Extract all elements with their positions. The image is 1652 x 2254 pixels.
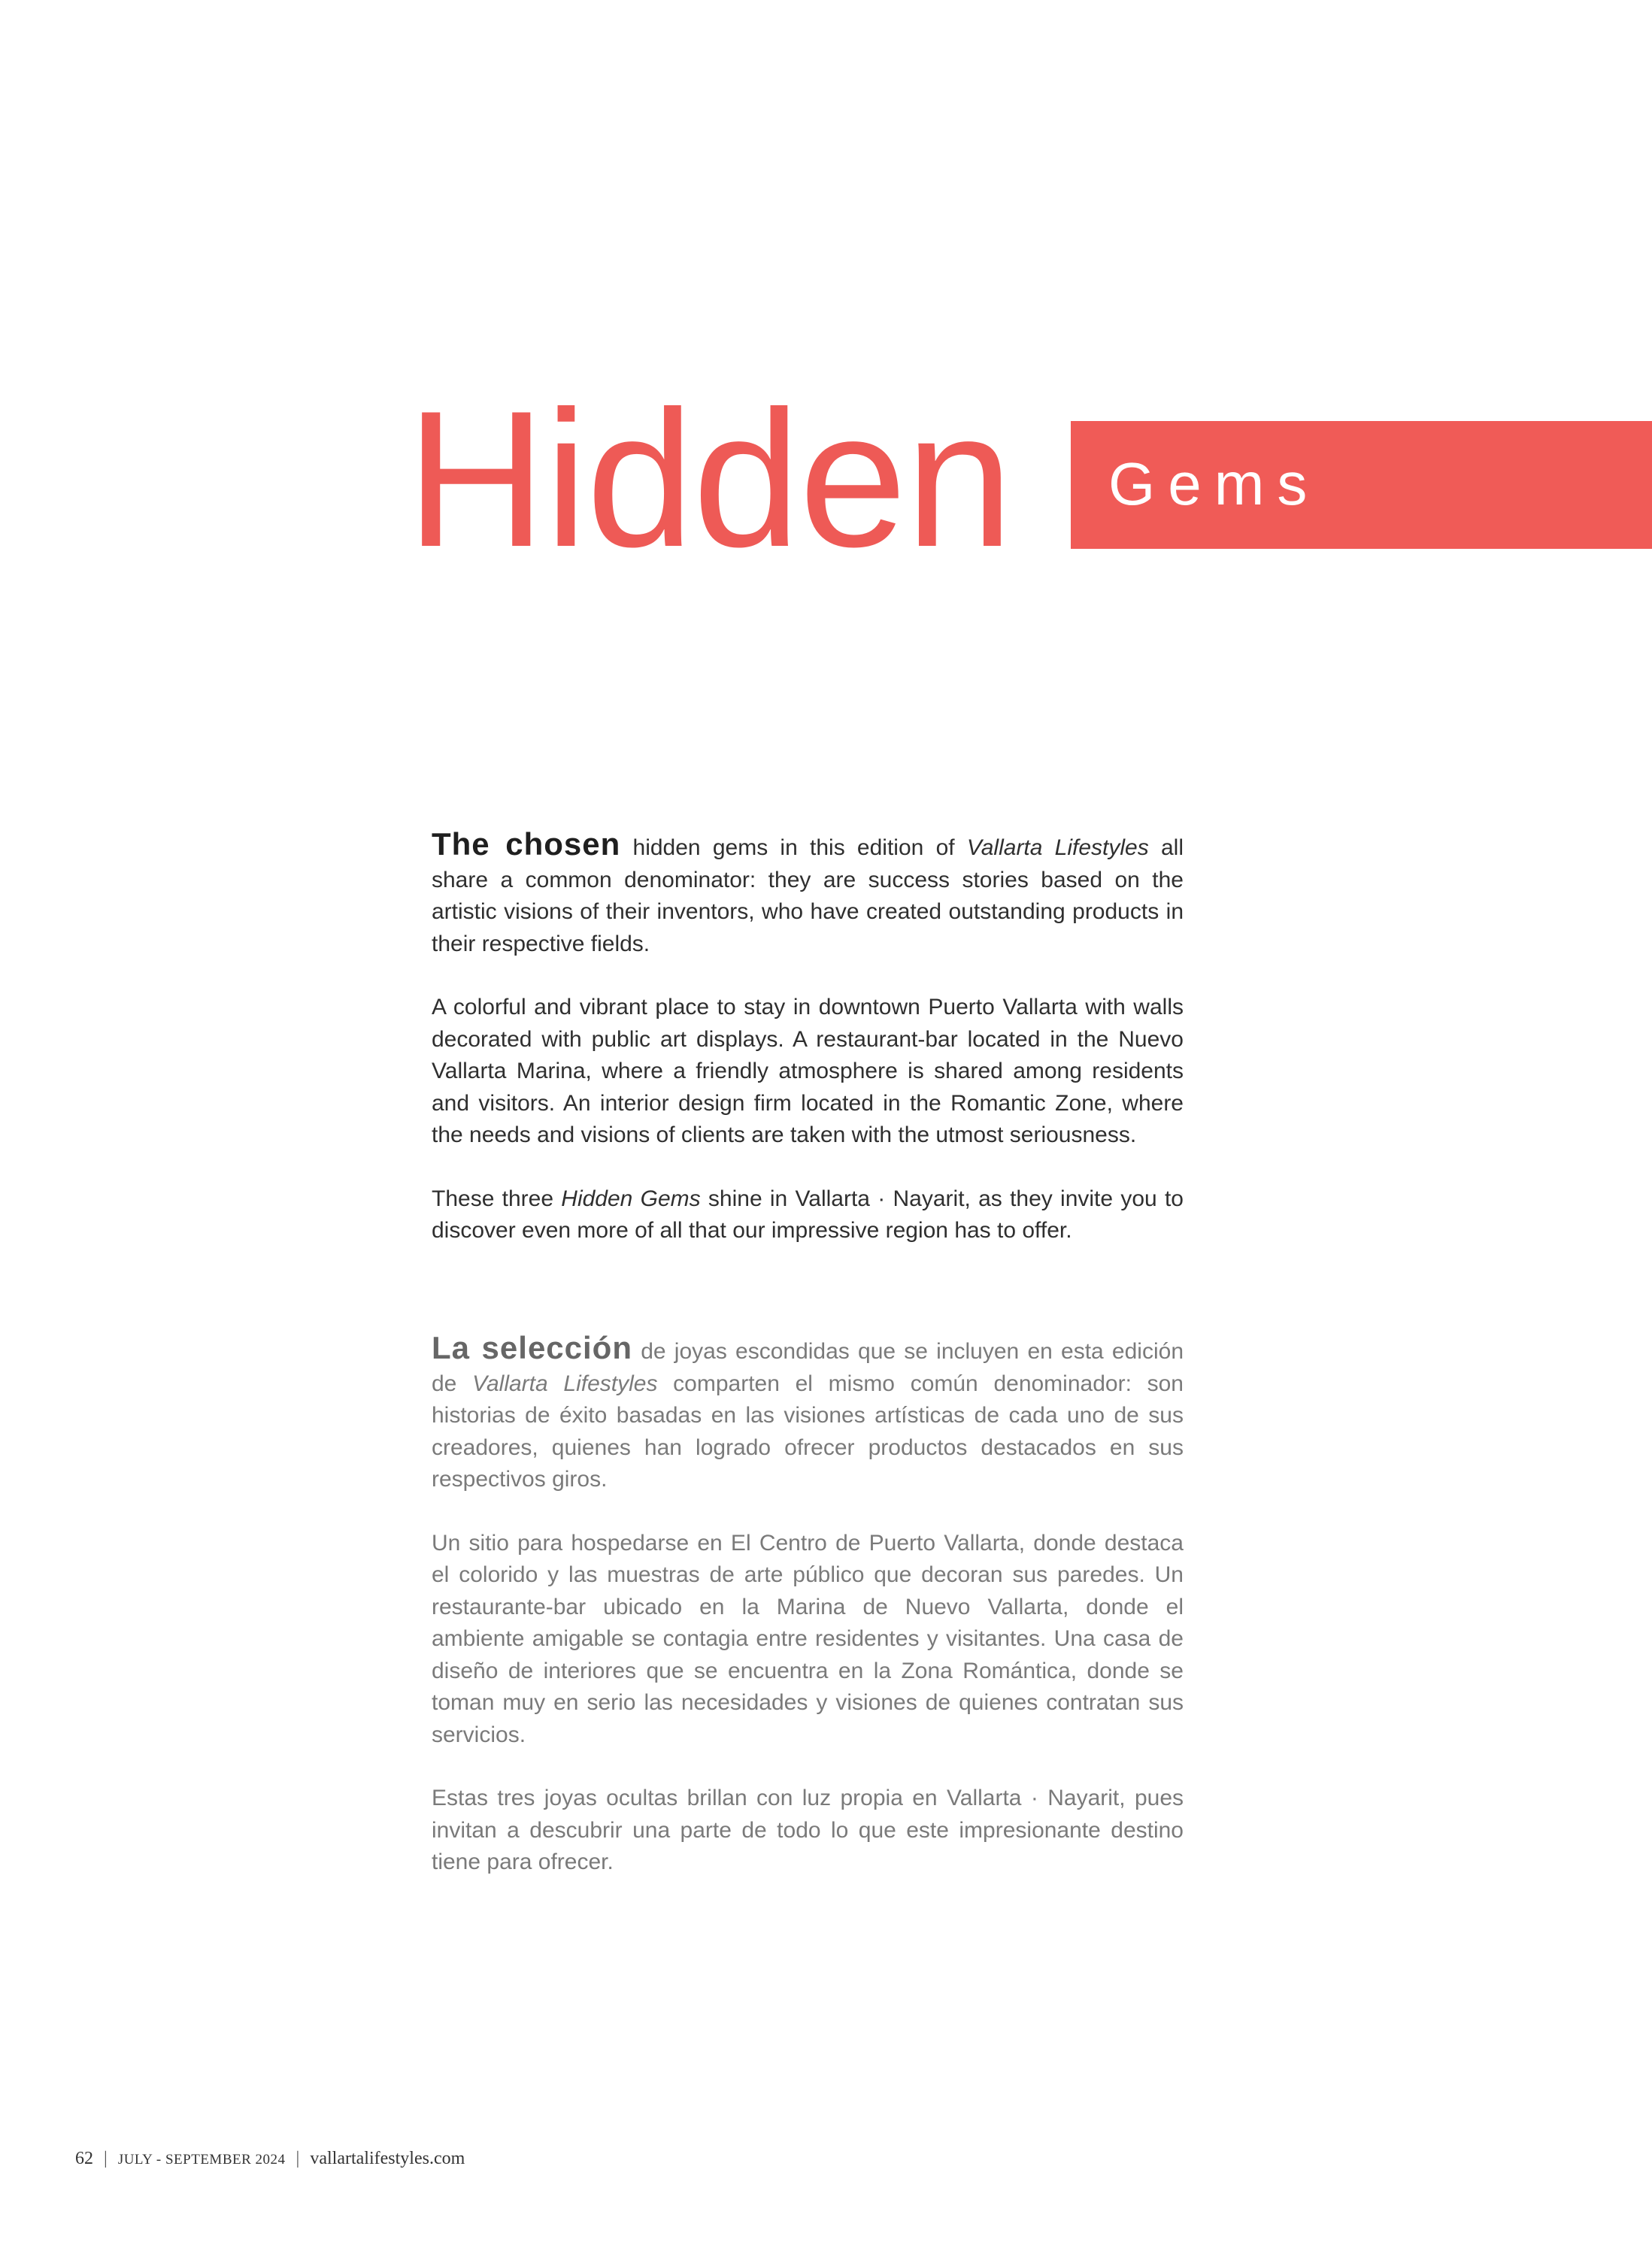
title-gems-banner bbox=[1071, 421, 1652, 549]
footer-separator: | bbox=[296, 2149, 300, 2168]
english-intro bbox=[432, 826, 1184, 1279]
spanish-intro bbox=[432, 1332, 1184, 1910]
magazine-name-es: Vallarta Lifestyles bbox=[472, 1371, 658, 1396]
spanish-paragraph-2: Un sitio para hospedarse en El Centro de Puerto Vallarta, donde destaca el colorido y las muestras de arte público que decoran sus paredes. Un restaurante-bar ubicado en la Marina de Nuevo Vallarta, donde el ambiente amigable se contagia entre residentes y visitantes. Una casa de diseño de interiores que se encuentra en la Zona Romántica, donde se toman muy en serio las necesidades y visiones de quienes contratan sus servicios. bbox=[432, 1530, 1184, 1747]
magazine-name: Vallarta Lifestyles bbox=[966, 835, 1149, 860]
english-paragraph-2: A colorful and vibrant place to stay in downtown Puerto Vallarta with walls decorated with public art displays. A restaurant-bar located in the Nuevo Vallarta Marina, where a friendly atmosphere is shared among residents and visitors. An interior design firm located in the Romantic Zone, where the needs and visions of clients are taken with the utmost seriousness. bbox=[432, 995, 1184, 1147]
issue-date: JULY - SEPTEMBER 2024 bbox=[117, 2152, 286, 2168]
footer-separator: | bbox=[104, 2149, 108, 2168]
title-hidden: Hidden bbox=[406, 370, 1012, 587]
website-link[interactable]: vallartalifestyles.com bbox=[310, 2149, 465, 2168]
page-number: 62 bbox=[75, 2149, 93, 2168]
hidden-gems-name: Hidden Gems bbox=[561, 1186, 701, 1211]
spanish-lead: La selección bbox=[432, 1330, 632, 1365]
page-footer bbox=[75, 2149, 465, 2169]
english-paragraph-3: These three Hidden Gems shine in Vallarta · Nayarit, as they invite you to discover even more of all that our impressive region has to offer. bbox=[432, 1186, 1184, 1243]
english-lead: The chosen bbox=[432, 826, 621, 862]
title-gems: Gems bbox=[1108, 450, 1320, 517]
spanish-paragraph-1: La selección de joyas escondidas que se incluyen en esta edición de Vallarta Lifestyles comparten el mismo común denominador: son historias de éxito basadas en las visiones artísticas de cada uno de sus creadores, quienes han logrado ofrecer productos destacados en sus respectivos giros. bbox=[432, 1330, 1184, 1492]
spanish-paragraph-3: Estas tres joyas ocultas brillan con luz propia en Vallarta · Nayarit, pues invitan a descubrir una parte de todo lo que este impresionante destino tiene para ofrecer. bbox=[432, 1786, 1184, 1874]
english-paragraph-1: The chosen hidden gems in this edition of Vallarta Lifestyles all share a common denominator: they are success stories based on the artistic visions of their inventors, who have created outstanding products in their respective fields. bbox=[432, 826, 1184, 956]
